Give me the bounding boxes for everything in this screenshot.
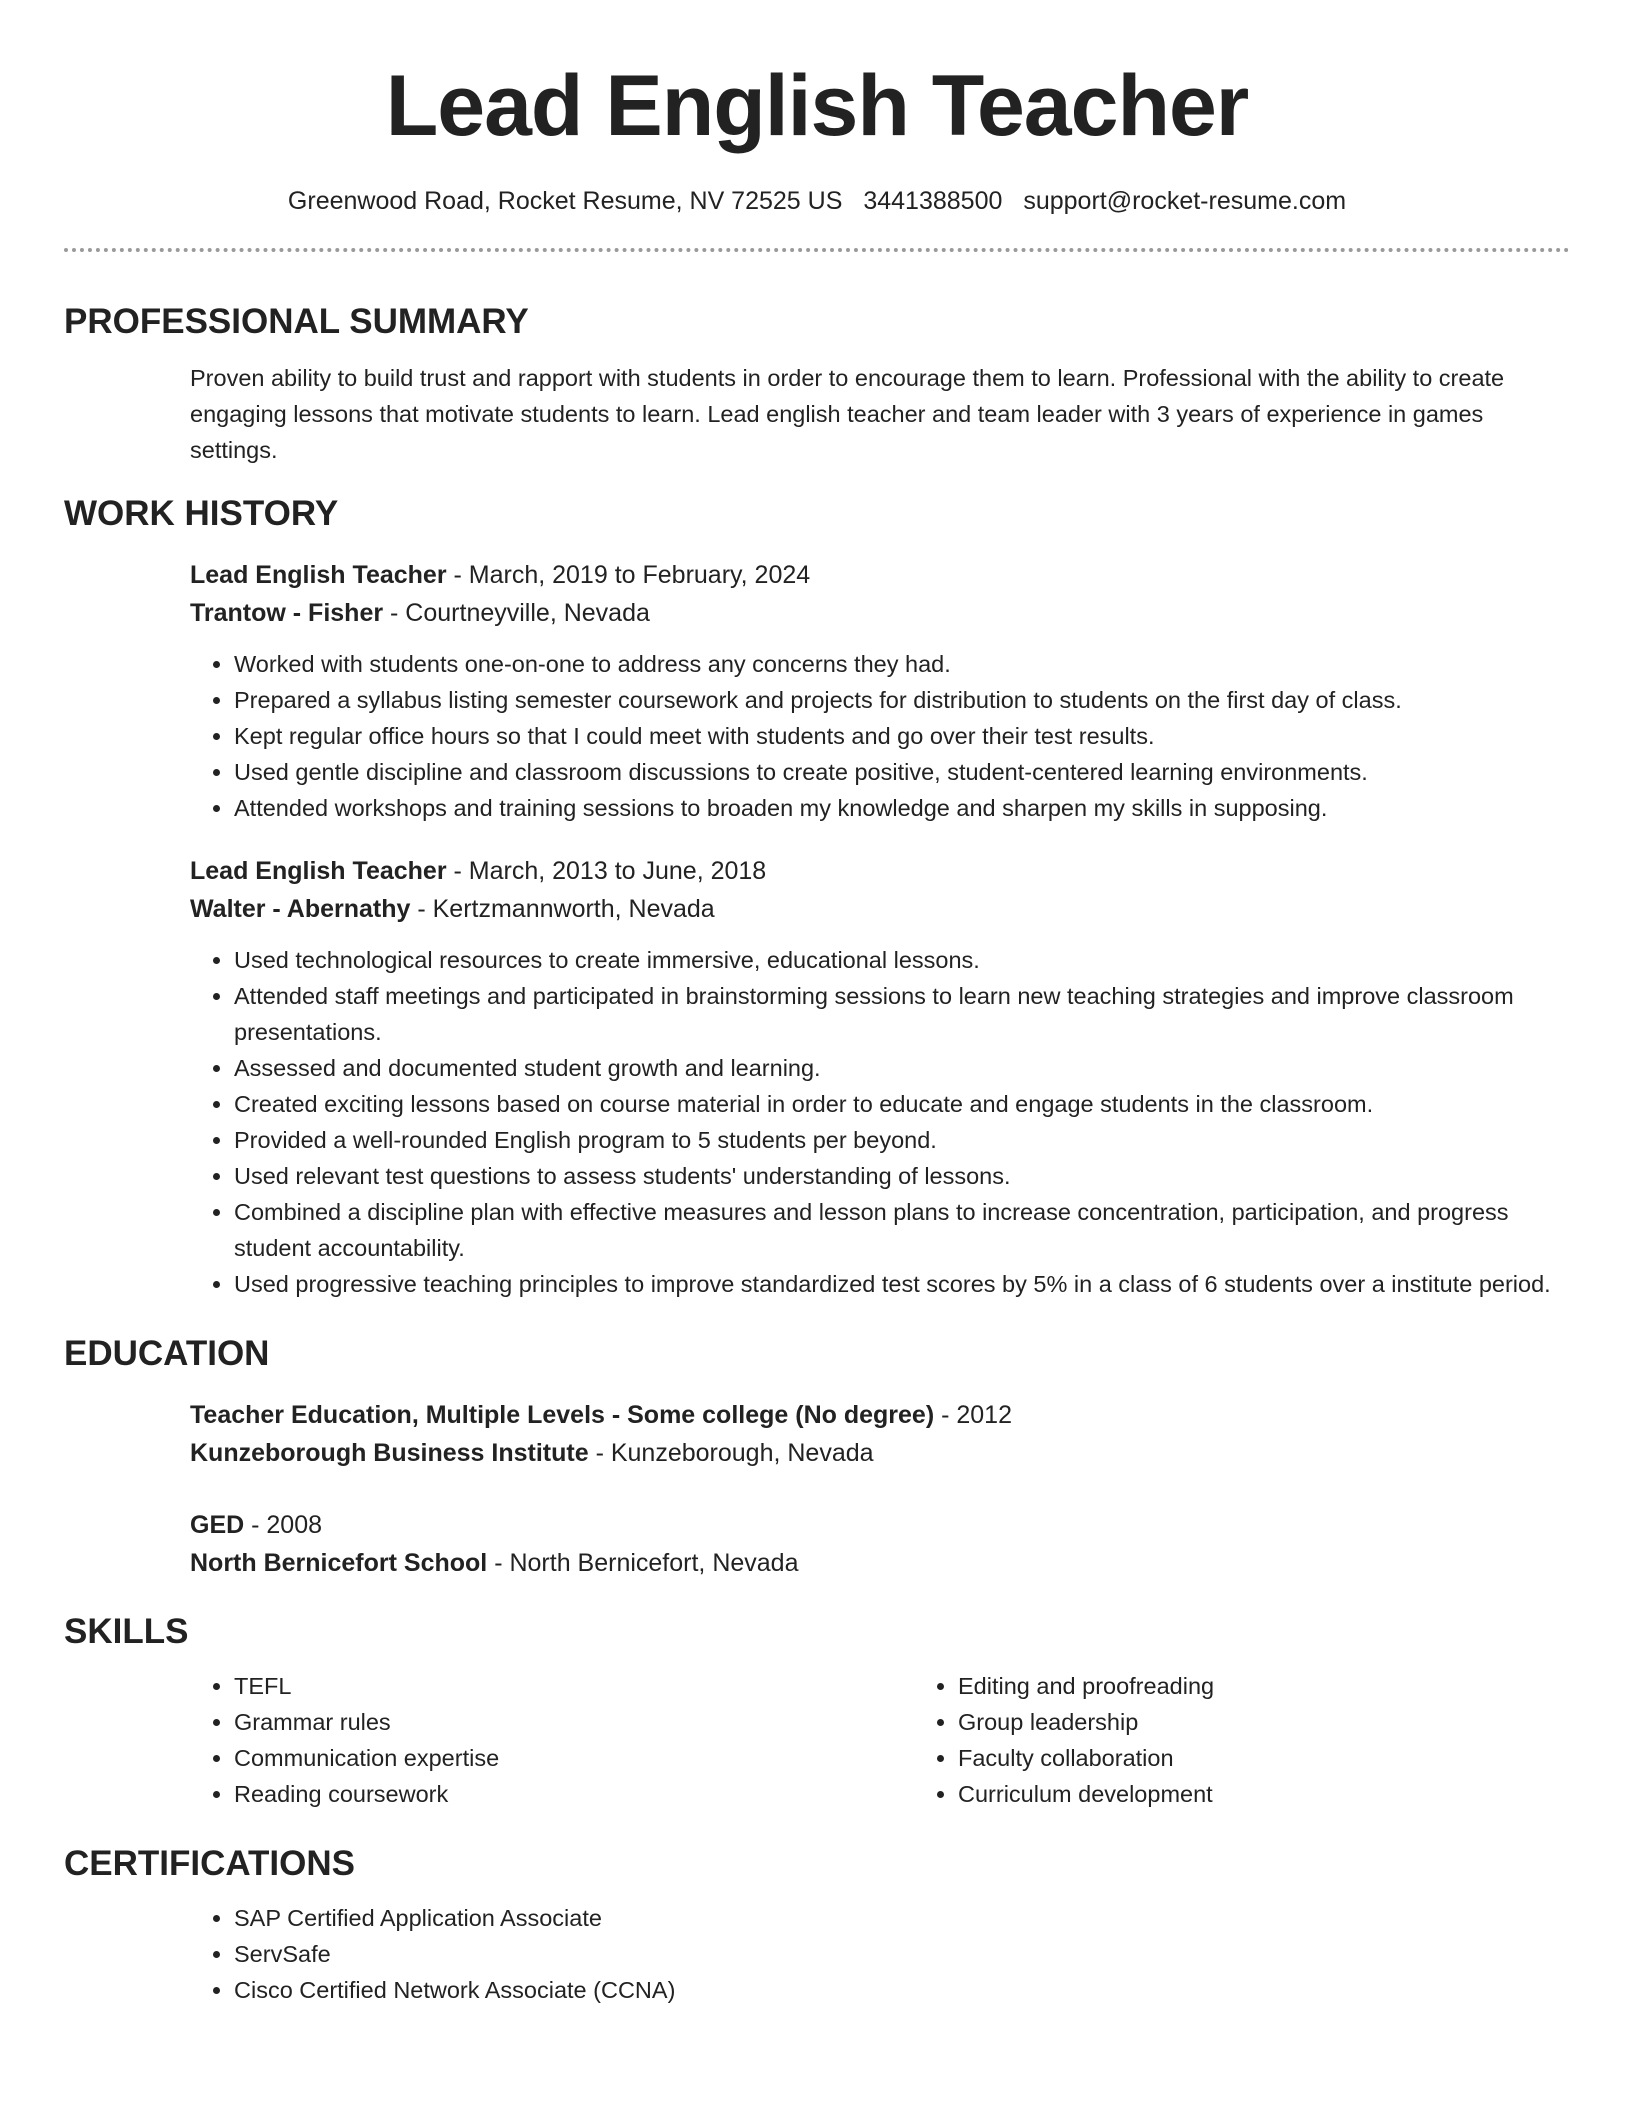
job-dates: - March, 2013 to June, 2018 [446, 857, 767, 885]
job-bullets [190, 646, 1570, 826]
certifications-list [190, 1900, 1570, 2008]
summary-heading: PROFESSIONAL SUMMARY [64, 302, 529, 341]
job-bullet: • Attended workshops and training sessions to broaden my knowledge and sharpen my skills in supposing. [234, 790, 1570, 826]
job-location: - Courtneyville, Nevada [383, 599, 650, 627]
skills-columns [190, 1668, 1570, 1812]
education-entry [64, 1396, 1570, 1472]
job-bullet: • Created exciting lessons based on course material in order to educate and engage students in the classroom. [234, 1086, 1570, 1122]
skill-item: • Editing and proofreading [958, 1668, 1214, 1704]
contact-email[interactable]: support@rocket-resume.com [1023, 187, 1347, 215]
education-year: - 2012 [934, 1401, 1012, 1429]
job-bullet: • Combined a discipline plan with effective measures and lesson plans to increase concentration, participation, and progress student accountability. [234, 1194, 1570, 1266]
skill-item: • Communication expertise [234, 1740, 914, 1776]
skill-item: • Reading coursework [234, 1776, 914, 1812]
job-company: Walter - Abernathy [190, 895, 411, 923]
skills-list-right [914, 1668, 1214, 1812]
job-bullet: • Provided a well-rounded English program to 5 students per beyond. [234, 1122, 1570, 1158]
candidate-name: Lead English Teacher [385, 58, 1249, 154]
job-bullet: • Worked with students one-on-one to address any concerns they had. [234, 646, 1570, 682]
education-degree-line [190, 1396, 1570, 1434]
job-bullet: • Used progressive teaching principles to improve standardized test scores by 5% in a class of 6 students over a institute period. [234, 1266, 1570, 1302]
job-entry [64, 556, 1570, 826]
header-divider [64, 248, 1570, 252]
skill-item: • TEFL [234, 1668, 914, 1704]
skills-heading: SKILLS [64, 1612, 189, 1651]
education-school: North Bernicefort School [190, 1549, 488, 1577]
job-bullets [190, 942, 1570, 1302]
education-school-line [190, 1544, 1570, 1582]
job-dates: - March, 2019 to February, 2024 [446, 561, 811, 589]
certification-item: • ServSafe [234, 1936, 1570, 1972]
job-bullet: • Used technological resources to create immersive, educational lessons. [234, 942, 1570, 978]
education-degree: Teacher Education, Multiple Levels - Some college (No degree) [190, 1401, 935, 1429]
job-bullet: • Prepared a syllabus listing semester coursework and projects for distribution to students on the first day of class. [234, 682, 1570, 718]
skill-item: • Curriculum development [958, 1776, 1214, 1812]
job-bullet: • Attended staff meetings and participated in brainstorming sessions to learn new teaching strategies and improve classroom presentations. [234, 978, 1570, 1050]
education-school: Kunzeborough Business Institute [190, 1439, 589, 1467]
education-degree-line [190, 1506, 1570, 1544]
contact-phone: 3441388500 [863, 187, 1003, 215]
summary-text: Proven ability to build trust and rapport with students in order to encourage them to learn. Professional with the ability to create engaging lessons that motivate students to learn. Lead english teacher and team leader with 3 years of experience in games settings. [190, 365, 1505, 463]
job-title-line [190, 556, 1570, 594]
skills-body [64, 1668, 1570, 1812]
education-entry [64, 1506, 1570, 1582]
education-year: - 2008 [244, 1511, 323, 1539]
education-school-line [190, 1434, 1570, 1472]
job-company-line [190, 594, 1570, 632]
job-role: Lead English Teacher [190, 561, 447, 589]
work-history-heading: WORK HISTORY [64, 494, 339, 533]
education-location: - North Bernicefort, Nevada [487, 1549, 799, 1577]
contact-line [64, 184, 1570, 218]
skills-list-left [190, 1668, 914, 1812]
certification-item: • Cisco Certified Network Associate (CCNA) [234, 1972, 1570, 2008]
job-entry [64, 852, 1570, 1302]
job-role: Lead English Teacher [190, 857, 447, 885]
job-company: Trantow - Fisher [190, 599, 384, 627]
contact-address: Greenwood Road, Rocket Resume, NV 72525 US [287, 187, 843, 215]
education-location: - Kunzeborough, Nevada [588, 1439, 874, 1467]
certifications-heading: CERTIFICATIONS [64, 1844, 356, 1883]
education-heading: EDUCATION [64, 1334, 270, 1373]
certifications-body [64, 1900, 1570, 2008]
education-degree: GED [190, 1511, 245, 1539]
job-company-line [190, 890, 1570, 928]
job-location: - Kertzmannworth, Nevada [410, 895, 715, 923]
skill-item: • Faculty collaboration [958, 1740, 1214, 1776]
skill-item: • Group leadership [958, 1704, 1214, 1740]
skill-item: • Grammar rules [234, 1704, 914, 1740]
job-title-line [190, 852, 1570, 890]
job-bullet: • Kept regular office hours so that I could meet with students and go over their test results. [234, 718, 1570, 754]
job-bullet: • Used relevant test questions to assess students' understanding of lessons. [234, 1158, 1570, 1194]
job-bullet: • Assessed and documented student growth and learning. [234, 1050, 1570, 1086]
job-bullet: • Used gentle discipline and classroom discussions to create positive, student-centered learning environments. [234, 754, 1570, 790]
certification-item: • SAP Certified Application Associate [234, 1900, 1570, 1936]
